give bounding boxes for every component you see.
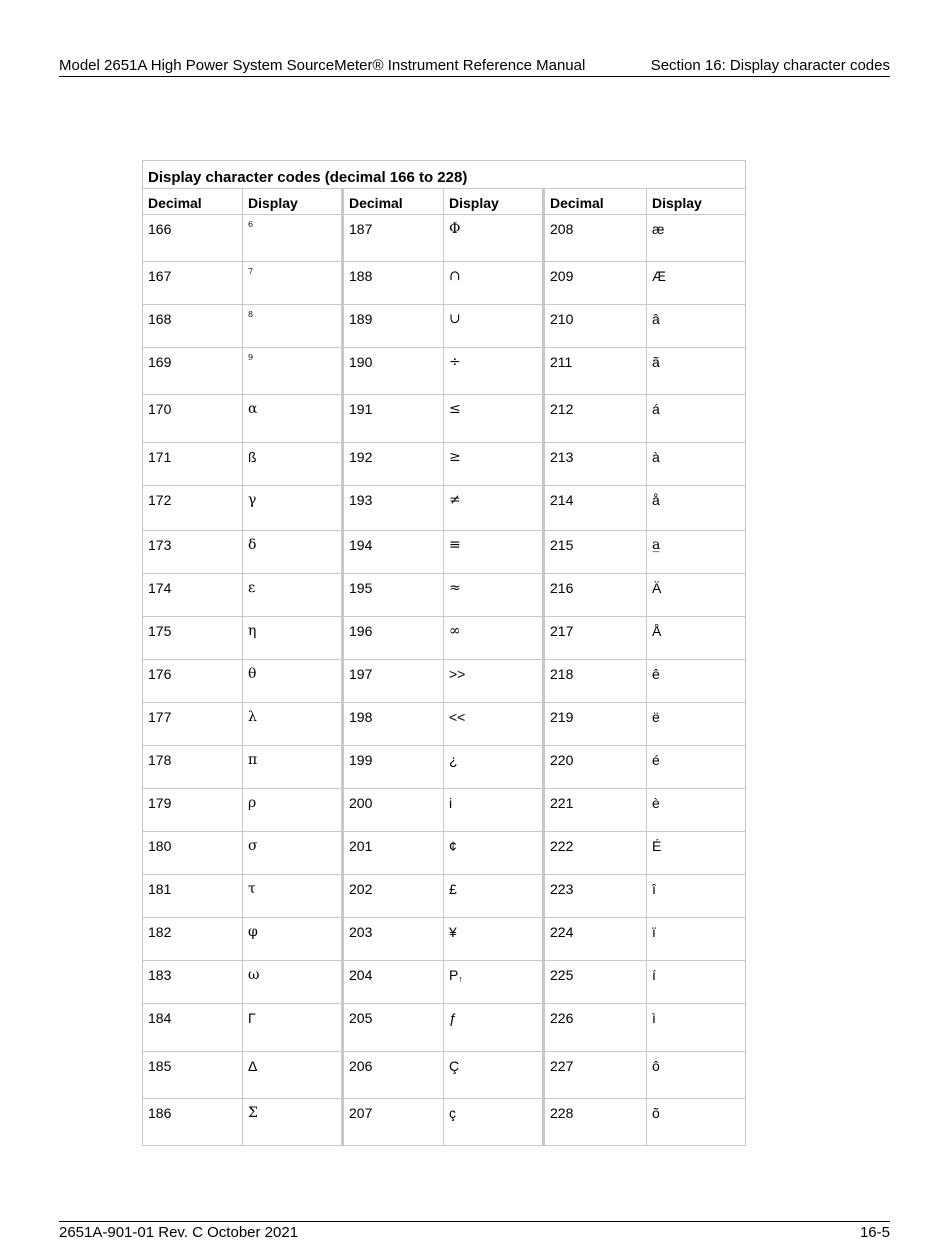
decimal-cell: 186 <box>143 1099 243 1146</box>
decimal-cell: 197 <box>343 660 444 703</box>
decimal-cell: 209 <box>544 262 647 305</box>
decimal-cell: 185 <box>143 1052 243 1099</box>
display-cell: ∪ <box>444 305 544 348</box>
decimal-cell: 188 <box>343 262 444 305</box>
display-cell: ë <box>647 703 746 746</box>
table-row <box>143 215 746 262</box>
display-cell: λ <box>243 703 343 746</box>
table-header-row <box>143 189 746 215</box>
display-cell: ƒ <box>444 1004 544 1052</box>
display-cell: ï <box>647 918 746 961</box>
display-cell: ¢ <box>444 832 544 875</box>
display-character-codes-table <box>142 160 746 1146</box>
decimal-cell: 212 <box>544 395 647 443</box>
decimal-cell: 213 <box>544 443 647 486</box>
document-revision: 2651A-901-01 Rev. C October 2021 <box>59 1224 299 1241</box>
table-row <box>143 660 746 703</box>
display-cell: í <box>647 961 746 1004</box>
column-header: Display <box>647 189 746 215</box>
display-cell: ≈ <box>444 574 544 617</box>
decimal-cell: 222 <box>544 832 647 875</box>
decimal-cell: 167 <box>143 262 243 305</box>
decimal-cell: 201 <box>343 832 444 875</box>
decimal-cell: 203 <box>343 918 444 961</box>
table-row <box>143 305 746 348</box>
display-cell: γ <box>243 486 343 531</box>
column-header: Decimal <box>544 189 647 215</box>
decimal-cell: 221 <box>544 789 647 832</box>
display-cell: ≡ <box>444 531 544 574</box>
page-footer <box>59 1221 890 1242</box>
display-cell: Ç <box>444 1052 544 1099</box>
decimal-cell: 202 <box>343 875 444 918</box>
display-cell: õ <box>647 1099 746 1146</box>
decimal-cell: 206 <box>343 1052 444 1099</box>
decimal-cell: 214 <box>544 486 647 531</box>
decimal-cell: 182 <box>143 918 243 961</box>
table-row <box>143 348 746 395</box>
display-cell: £ <box>444 875 544 918</box>
decimal-cell: 181 <box>143 875 243 918</box>
display-cell: δ <box>243 531 343 574</box>
display-cell: Φ <box>444 215 544 262</box>
table-body <box>143 215 746 1146</box>
decimal-cell: 172 <box>143 486 243 531</box>
decimal-cell: 210 <box>544 305 647 348</box>
display-cell: Æ <box>647 262 746 305</box>
table-row <box>143 961 746 1004</box>
decimal-cell: 194 <box>343 531 444 574</box>
display-cell: è <box>647 789 746 832</box>
display-cell: ¥ <box>444 918 544 961</box>
display-cell: ç <box>444 1099 544 1146</box>
table-row <box>143 574 746 617</box>
decimal-cell: 211 <box>544 348 647 395</box>
display-cell: æ <box>647 215 746 262</box>
decimal-cell: 173 <box>143 531 243 574</box>
display-cell: ≤ <box>444 395 544 443</box>
table-row <box>143 1099 746 1146</box>
display-cell: 9 <box>243 348 343 395</box>
display-cell: Δ <box>243 1052 343 1099</box>
decimal-cell: 207 <box>343 1099 444 1146</box>
decimal-cell: 215 <box>544 531 647 574</box>
display-cell: ß <box>243 443 343 486</box>
decimal-cell: 193 <box>343 486 444 531</box>
decimal-cell: 223 <box>544 875 647 918</box>
display-cell: Γ <box>243 1004 343 1052</box>
display-cell: î <box>647 875 746 918</box>
page-number: 16-5 <box>859 1224 890 1241</box>
display-cell: θ <box>243 660 343 703</box>
decimal-cell: 199 <box>343 746 444 789</box>
decimal-cell: 189 <box>343 305 444 348</box>
decimal-cell: 198 <box>343 703 444 746</box>
table-row <box>143 395 746 443</box>
decimal-cell: 195 <box>343 574 444 617</box>
table-row <box>143 703 746 746</box>
table-row <box>143 443 746 486</box>
display-cell: i <box>444 789 544 832</box>
display-cell: 6 <box>243 215 343 262</box>
column-header: Display <box>444 189 544 215</box>
decimal-cell: 180 <box>143 832 243 875</box>
display-cell: ≠ <box>444 486 544 531</box>
display-cell: ì <box>647 1004 746 1052</box>
display-cell: a̲ <box>647 531 746 574</box>
decimal-cell: 179 <box>143 789 243 832</box>
table-row <box>143 1004 746 1052</box>
decimal-cell: 218 <box>544 660 647 703</box>
display-cell: ≥ <box>444 443 544 486</box>
display-cell: π <box>243 746 343 789</box>
table-row <box>143 486 746 531</box>
table-title: Display character codes (decimal 166 to 228) <box>143 161 746 189</box>
display-cell: ÷ <box>444 348 544 395</box>
display-cell: 8 <box>243 305 343 348</box>
display-cell: Ä <box>647 574 746 617</box>
decimal-cell: 166 <box>143 215 243 262</box>
display-cell: ¿ <box>444 746 544 789</box>
display-cell: Σ <box>243 1099 343 1146</box>
decimal-cell: 196 <box>343 617 444 660</box>
display-cell: à <box>647 443 746 486</box>
display-cell: ê <box>647 660 746 703</box>
display-cell: â <box>647 305 746 348</box>
display-cell: á <box>647 395 746 443</box>
decimal-cell: 200 <box>343 789 444 832</box>
table-row <box>143 875 746 918</box>
display-cell: ∩ <box>444 262 544 305</box>
display-cell: ρ <box>243 789 343 832</box>
decimal-cell: 178 <box>143 746 243 789</box>
decimal-cell: 225 <box>544 961 647 1004</box>
table-row <box>143 1052 746 1099</box>
decimal-cell: 168 <box>143 305 243 348</box>
display-cell: É <box>647 832 746 875</box>
decimal-cell: 217 <box>544 617 647 660</box>
manual-title: Model 2651A High Power System SourceMeter® Instrument Reference Manual <box>59 57 586 74</box>
table-row <box>143 746 746 789</box>
display-cell: 7 <box>243 262 343 305</box>
decimal-cell: 176 <box>143 660 243 703</box>
display-cell: >> <box>444 660 544 703</box>
decimal-cell: 187 <box>343 215 444 262</box>
table-row <box>143 789 746 832</box>
decimal-cell: 227 <box>544 1052 647 1099</box>
display-cell: ε <box>243 574 343 617</box>
page-header <box>59 56 890 77</box>
display-cell: τ <box>243 875 343 918</box>
decimal-cell: 208 <box>544 215 647 262</box>
table-row <box>143 617 746 660</box>
decimal-cell: 191 <box>343 395 444 443</box>
decimal-cell: 205 <box>343 1004 444 1052</box>
display-cell: P↑ <box>444 961 544 1004</box>
column-header: Decimal <box>343 189 444 215</box>
decimal-cell: 184 <box>143 1004 243 1052</box>
display-cell: σ <box>243 832 343 875</box>
display-cell: η <box>243 617 343 660</box>
display-cell: ô <box>647 1052 746 1099</box>
table-row <box>143 262 746 305</box>
display-cell: << <box>444 703 544 746</box>
section-title: Section 16: Display character codes <box>650 57 890 74</box>
display-cell: å <box>647 486 746 531</box>
column-header: Decimal <box>143 189 243 215</box>
display-cell: ∞ <box>444 617 544 660</box>
display-cell: Å <box>647 617 746 660</box>
decimal-cell: 216 <box>544 574 647 617</box>
decimal-cell: 226 <box>544 1004 647 1052</box>
display-cell: ã <box>647 348 746 395</box>
decimal-cell: 169 <box>143 348 243 395</box>
display-cell: α <box>243 395 343 443</box>
decimal-cell: 220 <box>544 746 647 789</box>
decimal-cell: 171 <box>143 443 243 486</box>
decimal-cell: 192 <box>343 443 444 486</box>
decimal-cell: 219 <box>544 703 647 746</box>
decimal-cell: 224 <box>544 918 647 961</box>
decimal-cell: 228 <box>544 1099 647 1146</box>
display-cell: φ <box>243 918 343 961</box>
decimal-cell: 190 <box>343 348 444 395</box>
decimal-cell: 177 <box>143 703 243 746</box>
table-row <box>143 832 746 875</box>
decimal-cell: 174 <box>143 574 243 617</box>
decimal-cell: 183 <box>143 961 243 1004</box>
display-cell: ω <box>243 961 343 1004</box>
decimal-cell: 170 <box>143 395 243 443</box>
decimal-cell: 175 <box>143 617 243 660</box>
column-header: Display <box>243 189 343 215</box>
display-cell: é <box>647 746 746 789</box>
decimal-cell: 204 <box>343 961 444 1004</box>
table-row <box>143 531 746 574</box>
table-row <box>143 918 746 961</box>
